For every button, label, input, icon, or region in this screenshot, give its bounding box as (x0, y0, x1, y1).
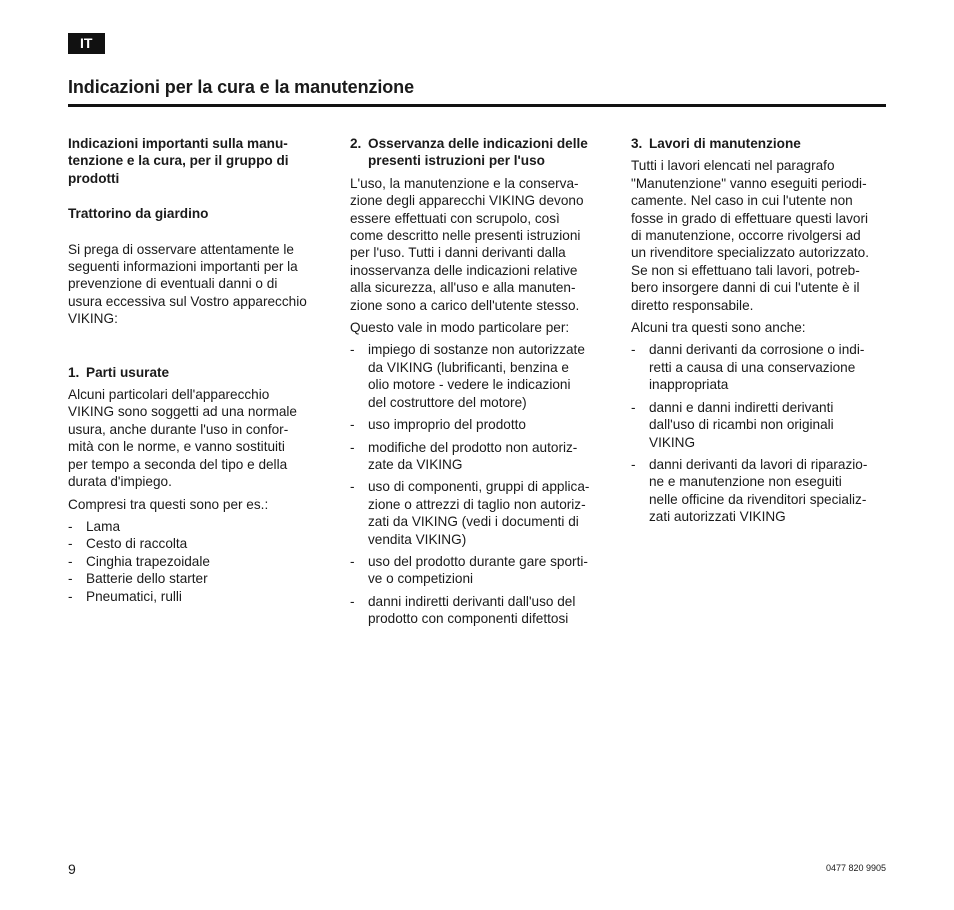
section-3-title: Lavori di manutenzione (649, 136, 801, 151)
list-dash: - (350, 417, 355, 433)
list-item (350, 439, 612, 474)
list-item (631, 399, 893, 451)
language-badge: IT (68, 33, 105, 54)
list-item-text: Pneumatici, rulli (86, 588, 182, 604)
section-2-number: 2. (350, 136, 362, 151)
list-dash: - (350, 439, 355, 455)
page-title: Indicazioni per la cura e la manutenzione (68, 77, 414, 97)
list-dash: - (350, 342, 355, 358)
title-divider (68, 104, 886, 107)
list-item-text: Cesto di raccolta (86, 536, 188, 552)
list-item (68, 535, 330, 552)
list-item (350, 341, 612, 411)
page-number: 9 (68, 861, 76, 877)
product-name: Trattorino da giardino (68, 206, 209, 222)
list-item-text: modifiche del prodotto non autoriz- zate da VIKING (368, 439, 578, 472)
list-item (68, 553, 330, 570)
list-item-text: danni e danni indiretti derivanti dall'uso di ricambi non originali VIKING (649, 399, 834, 450)
list-item-text: impiego di sostanze non autorizzate da VIKING (lubrificanti, benzina e olio motore - vedere le indicazioni del costruttore del motore) (368, 342, 585, 410)
list-item (68, 518, 330, 535)
wear-parts-list (68, 518, 330, 605)
column-2 (350, 135, 612, 633)
list-item (631, 341, 893, 393)
list-dash: - (68, 553, 73, 569)
list-dash: - (68, 588, 73, 604)
section-1-heading (68, 364, 330, 381)
liability-list (350, 341, 612, 627)
section-2-text-2: Questo vale in modo particolare per: (350, 320, 570, 336)
list-item (68, 570, 330, 587)
list-item (350, 553, 612, 588)
section-1-text-2: Compresi tra questi sono per es.: (68, 496, 269, 512)
list-item-text: danni derivanti da corrosione o indi- retti a causa di una conservazione inappropriata (649, 342, 865, 393)
section-1-text: Alcuni particolari dell'apparecchio VIKING sono soggetti ad una normale usura, anche durante l'uso in confor- mità con le norme, e vanno sostituiti per tempo a seconda del tipo e della durata d'impiego. (68, 387, 297, 490)
section-3-text: Tutti i lavori elencati nel paragrafo "Manutenzione" vanno eseguiti periodi- camente. Nel caso in cui l'utente non fosse in grado di effettuare questi lavori di manutenzione, occorre rivolgersi ad un rivenditore specializzato autorizzato. Se non si effettuano tali lavori, potreb- bero insorgere danni di cui l'utente è il diretto responsabile. (631, 158, 870, 313)
section-2-title: Osservanza delle indicazioni delle presenti istruzioni per l'uso (368, 136, 588, 169)
list-dash: - (631, 399, 636, 415)
list-item (350, 416, 612, 433)
list-item-text: Batterie dello starter (86, 571, 208, 587)
list-dash: - (350, 553, 355, 569)
section-3-text-2: Alcuni tra questi sono anche: (631, 320, 806, 336)
list-item (68, 588, 330, 605)
maintenance-damage-list (631, 341, 893, 525)
list-dash: - (631, 456, 636, 472)
section-3-number: 3. (631, 136, 643, 151)
list-item-text: uso del prodotto durante gare sporti- ve o competizioni (368, 553, 588, 587)
column-1 (68, 135, 330, 605)
column-3 (631, 135, 893, 531)
list-dash: - (68, 536, 73, 552)
list-item-text: Cinghia trapezoidale (86, 553, 210, 569)
list-dash: - (631, 342, 636, 358)
list-item-text: Lama (86, 518, 121, 534)
intro-text: Si prega di osservare attentamente le seguenti informazioni importanti per la prevenzione di eventuali danni o di usura eccessiva sul Vostro apparecchio VIKING: (68, 241, 307, 327)
section-2-heading (350, 135, 612, 170)
section-2-text: L'uso, la manutenzione e la conserva- zione degli apparecchi VIKING devono essere effettuati con scrupolo, così come descritto nelle presenti istruzioni per l'uso. Tutti i danni derivanti dalla inosservanza delle indicazioni relative alla sicurezza, all'uso e alla manuten- zione sono a carico dell'utente stesso. (350, 175, 584, 313)
section-3-heading (631, 135, 893, 152)
section-1-number: 1. (68, 364, 80, 380)
list-item (350, 593, 612, 628)
list-item-text: uso di componenti, gruppi di applica- zione o attrezzi di taglio non autoriz- zati da VIKING (vedi i documenti di vendita VIKING) (368, 479, 590, 547)
list-item (350, 478, 612, 548)
list-item (631, 456, 893, 526)
list-item-text: uso improprio del prodotto (368, 417, 526, 433)
list-dash: - (350, 593, 355, 609)
intro-heading: Indicazioni importanti sulla manu- tenzione e la cura, per il gruppo di prodotti (68, 136, 289, 186)
section-1-title: Parti usurate (86, 364, 170, 380)
list-item-text: danni derivanti da lavori di riparazio- ne e manutenzione non eseguiti nelle officine da rivenditori specializ- zati autorizzati VIKING (649, 456, 868, 525)
document-code: 0477 820 9905 (825, 863, 886, 873)
list-item-text: danni indiretti derivanti dall'uso del prodotto con componenti difettosi (368, 593, 576, 627)
list-dash: - (68, 518, 73, 534)
list-dash: - (350, 479, 355, 495)
list-dash: - (68, 571, 73, 587)
